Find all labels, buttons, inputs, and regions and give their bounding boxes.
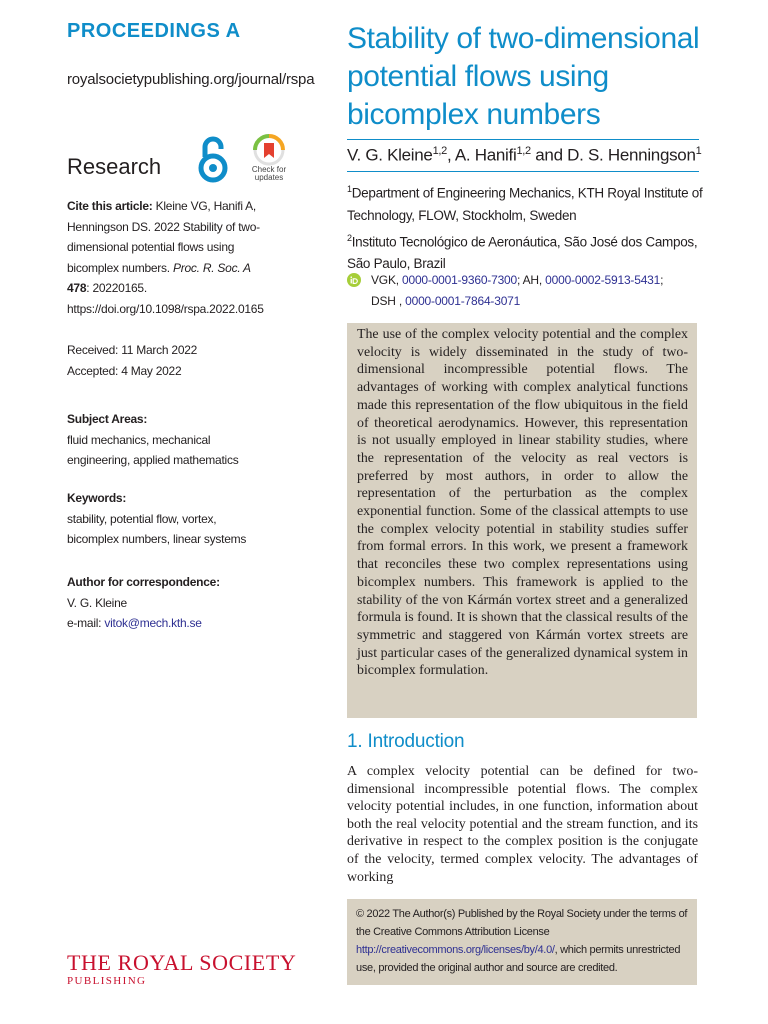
affiliation-number: 1 (347, 184, 352, 194)
cite-article: : 20220165. (86, 281, 147, 295)
orcid-list (371, 270, 701, 312)
cite-journal: Proc. R. Soc. A (172, 260, 251, 275)
affiliation-number: 2 (347, 232, 352, 243)
affiliation-item (347, 178, 707, 227)
affiliation-text: Department of Engineering Mechanics, KTH Royal Institute of Technology, FLOW, Stockholm, Sweden (347, 185, 703, 223)
journal-name: PROCEEDINGS A (67, 20, 241, 42)
section-label: Research (67, 154, 162, 179)
logo-line2: PUBLISHING (67, 975, 147, 987)
author-name: A. Hanifi (454, 145, 517, 165)
article-title: Stability of two-dimensional potential flows using bicomplex numbers (347, 22, 700, 131)
author-name: V. G. Kleine (347, 145, 433, 165)
check-updates-icon (253, 134, 285, 166)
orcid-author-label: ; AH, (517, 273, 546, 287)
license-copyright: © 2022 The Author(s) Published by the Royal Society under the terms of the Creative Commons Attribution License (356, 908, 688, 938)
cite-text: Kleine VG, Hanifi A, Henningson DS. 2022 Stability of two-dimensional potential flows using bicomplex numbers. (67, 199, 260, 275)
correspondence-name: V. G. Kleine (67, 595, 127, 610)
license-link[interactable]: http://creativecommons.org/licenses/by/4.0/ (356, 944, 555, 956)
cite-block (67, 196, 267, 319)
abstract-text: The use of the complex velocity potential and the complex velocity is widely disseminated in the study of two-dimensional incompressible potential flows. The advantages of working with complex analytical functions made this representation of the flow ubiquitous in the field of theoretical aerodynamics. However, this representation is not usually employed in linear stability studies, where the representation of the velocity as real vectors is preferred by most authors, in order to allow the representation of the perturbation as the complex exponential function. Some of the classical attempts to use the complex velocity potential in stability studies suffer from formal errors. In this work, we present a framework that reconciles these two complex representations using bicomplex numbers. This framework is applied to the stability of the von Kármán vortex street and a generalized formula is found. It is shown that the classical results of the symmetric and staggered von Kármán vortex streets are just particular cases of the generalized dynamical system in bicomplex formulation. (357, 327, 688, 679)
subject-areas-label: Subject Areas: (67, 412, 148, 426)
author-separator: and (530, 145, 568, 165)
affiliation-text: Instituto Tecnológico de Aeronáutica, São José dos Campos, São Paulo, Brazil (347, 234, 698, 271)
orcid-link-dsh[interactable]: 0000-0001-7864-3071 (405, 294, 521, 308)
cite-label: Cite this article: (67, 199, 153, 213)
correspondence-block (67, 572, 267, 634)
received-date: Received: 11 March 2022 (67, 343, 198, 357)
subject-areas-block (67, 409, 267, 471)
affiliations (347, 178, 707, 275)
dates-block (67, 340, 267, 381)
title-rule (347, 139, 699, 140)
accepted-date: Accepted: 4 May 2022 (67, 363, 182, 378)
affiliation-item (347, 227, 707, 276)
orcid-separator: ; (660, 273, 664, 287)
orcid-author-label: VGK, (371, 273, 403, 287)
email-label: e-mail: (67, 616, 105, 630)
license-terms: , which permits unrestricted use, provided the original author and source are credited. (356, 944, 681, 974)
author-affiliation: 1 (695, 145, 702, 157)
section-heading-introduction: 1. Introduction (347, 731, 465, 752)
author-list (347, 145, 707, 166)
check-updates-label: Check for updates (251, 165, 287, 182)
correspondence-email-link[interactable]: vitok@mech.kth.se (104, 616, 202, 630)
journal-url[interactable]: royalsocietypublishing.org/journal/rspa (67, 71, 315, 88)
keywords-block (67, 488, 267, 550)
author-affiliation: 1,2 (432, 145, 447, 157)
keywords-text: stability, potential flow, vortex, bicomplex numbers, linear systems (67, 511, 247, 546)
subject-areas-text: fluid mechanics, mechanical engineering, applied mathematics (67, 432, 239, 467)
cite-doi[interactable]: https://doi.org/10.1098/rspa.2022.0165 (67, 301, 264, 316)
royal-society-logo (67, 952, 307, 988)
orcid-link-ah[interactable]: 0000-0002-5913-5431 (545, 273, 661, 287)
keywords-label: Keywords: (67, 491, 127, 505)
orcid-author-label: DSH , (371, 294, 406, 308)
check-for-updates-badge[interactable] (244, 134, 294, 186)
open-access-icon[interactable] (196, 135, 230, 183)
author-affiliation: 1,2 (516, 145, 531, 157)
correspondence-label: Author for correspondence: (67, 575, 220, 589)
logo-line1: THE ROYAL SOCIETY (67, 950, 297, 975)
authors-rule (347, 171, 699, 172)
author-separator: , (446, 145, 455, 165)
orcid-link-vgk[interactable]: 0000-0001-9360-7300 (402, 273, 517, 287)
orcid-icon (347, 273, 361, 287)
introduction-paragraph: A complex velocity potential can be defined for two-dimensional incompressible potential flows. The complex velocity potential includes, in one function, information about both the real velocity potential and the stream function, and its derivative in respect to the complex position is the conjugate of the velocity, termed complex velocity. The advantages of working (347, 764, 698, 885)
license-text (356, 905, 691, 977)
author-name: D. S. Henningson (567, 145, 696, 165)
cite-volume: 478 (67, 281, 87, 295)
